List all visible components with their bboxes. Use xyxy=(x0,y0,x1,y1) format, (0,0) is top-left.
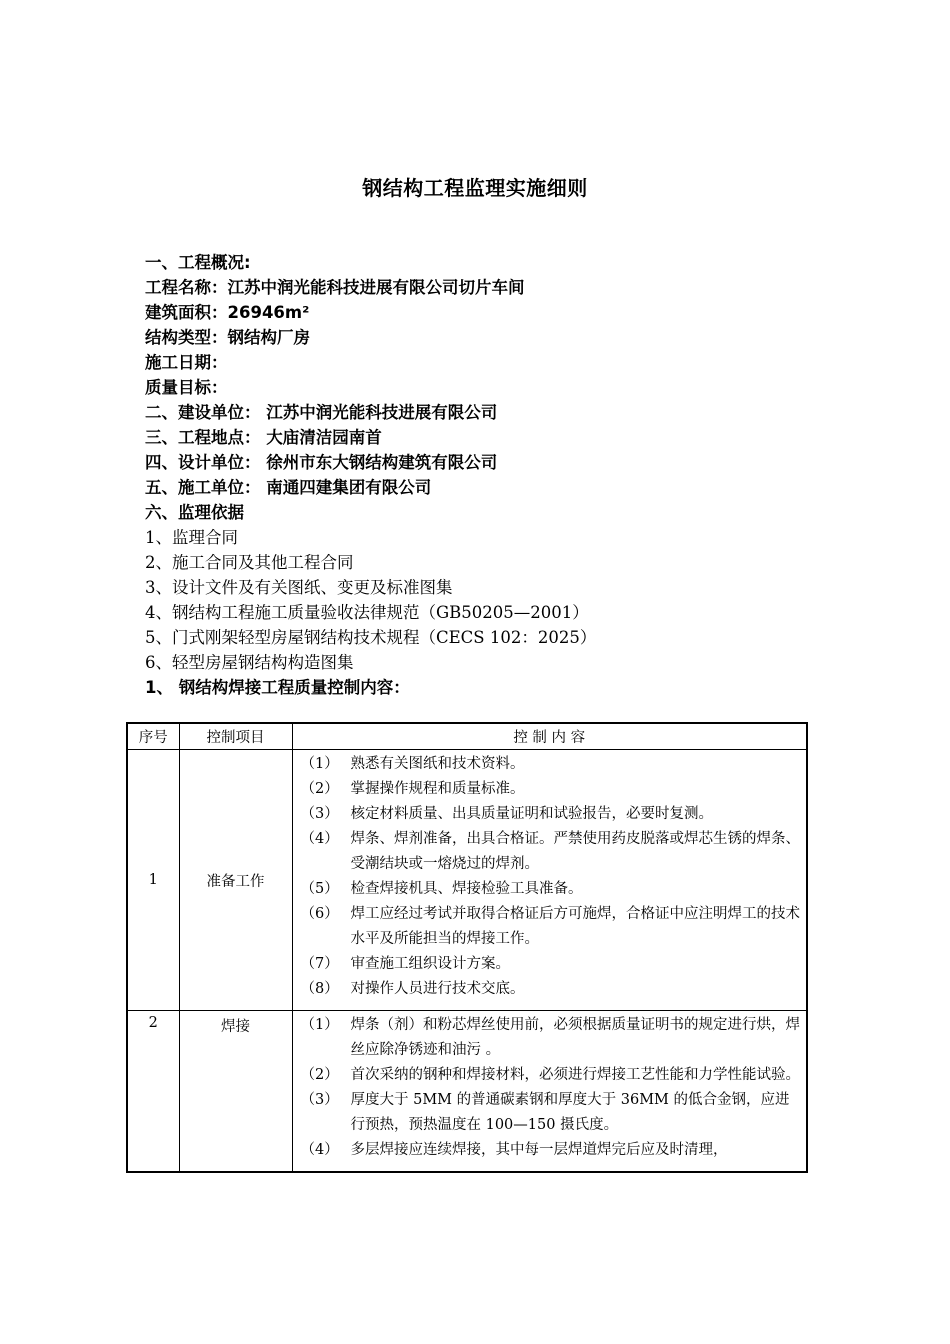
content-entry xyxy=(301,777,801,802)
entry-text: 厚度大于 5MM 的普通碳素钢和厚度大于 36MM 的低合金钢，应进行预热，预热温度在 100—150 摄氏度。 xyxy=(350,1092,790,1133)
header-content: 控 制 内 容 xyxy=(292,723,807,750)
body-line: 五、施工单位： 南通四建集团有限公司 xyxy=(145,478,432,497)
control-item: 准备工作 xyxy=(179,750,292,1011)
table-header-row xyxy=(127,723,807,750)
content-entry xyxy=(301,902,801,952)
row-number: 1 xyxy=(127,750,179,1011)
document-title: 钢结构工程监理实施细则 xyxy=(362,176,588,200)
entry-text: 核定材料质量、出具质量证明和试验报告，必要时复测。 xyxy=(350,806,713,822)
control-content xyxy=(292,1011,807,1173)
body-line: 质量目标： xyxy=(145,378,228,397)
body-line: 6、轻型房屋钢结构构造图集 xyxy=(145,653,354,672)
entry-text: 焊条（剂）和粉芯焊丝使用前，必须根据质量证明书的规定进行烘，焊丝应除净锈迹和油污 。 xyxy=(350,1017,800,1058)
table-row xyxy=(127,750,807,1011)
entry-number: （6） xyxy=(300,906,339,922)
entry-text: 审查施工组织设计方案。 xyxy=(350,956,510,972)
body-line: 建筑面积：26946m² xyxy=(145,303,310,322)
body-line: 工程名称：江苏中润光能科技进展有限公司切片车间 xyxy=(145,278,525,297)
control-content xyxy=(292,750,807,1011)
body-line: 4、钢结构工程施工质量验收法律规范（GB50205—2001） xyxy=(145,603,589,622)
entry-number: （8） xyxy=(300,981,339,997)
content-entry xyxy=(301,1063,801,1088)
entry-text: 多层焊接应连续焊接，其中每一层焊道焊完后应及时清理， xyxy=(350,1142,728,1158)
entry-text: 熟悉有关图纸和技术资料。 xyxy=(350,756,525,772)
entry-text: 首次采纳的钢种和焊接材料，必须进行焊接工艺性能和力学性能试验。 xyxy=(350,1067,800,1083)
document-body xyxy=(145,250,845,700)
body-line: 六、监理依据 xyxy=(145,503,244,522)
body-line: 施工日期： xyxy=(145,353,228,372)
body-line: 3、设计文件及有关图纸、变更及标准图集 xyxy=(145,578,453,597)
body-line: 二、建设单位： 江苏中润光能科技进展有限公司 xyxy=(145,403,498,422)
content-entry xyxy=(301,827,801,877)
entry-number: （7） xyxy=(300,956,339,972)
entry-number: （5） xyxy=(300,881,339,897)
entry-text: 掌握操作规程和质量标准。 xyxy=(350,781,525,797)
entry-number: （2） xyxy=(300,781,339,797)
content-entry xyxy=(301,1138,801,1163)
body-line: 一、工程概况: xyxy=(145,253,251,272)
entry-text: 检查焊接机具、焊接检验工具准备。 xyxy=(350,881,583,897)
content-entry xyxy=(301,802,801,827)
body-line: 四、设计单位： 徐州市东大钢结构建筑有限公司 xyxy=(145,453,498,472)
content-entry xyxy=(301,1013,801,1063)
entry-number: （4） xyxy=(300,1142,339,1158)
body-line: 三、工程地点： 大庙清洁园南首 xyxy=(145,428,382,447)
body-line: 1、监理合同 xyxy=(145,528,238,547)
entry-number: （2） xyxy=(300,1067,339,1083)
content-entry xyxy=(301,952,801,977)
body-line: 5、门式刚架轻型房屋钢结构技术规程（CECS 102：2025） xyxy=(145,628,597,647)
content-entry xyxy=(301,1088,801,1138)
content-entry xyxy=(301,977,801,1002)
control-item: 焊接 xyxy=(179,1011,292,1173)
quality-control-table xyxy=(126,722,808,1173)
header-item: 控制项目 xyxy=(179,723,292,750)
entry-text: 焊条、焊剂准备，出具合格证。严禁使用药皮脱落或焊芯生锈的焊条、受潮结块或一熔烧过的焊剂。 xyxy=(350,831,800,872)
row-number: 2 xyxy=(127,1011,179,1173)
header-no: 序号 xyxy=(127,723,179,750)
entry-number: （3） xyxy=(300,1092,339,1108)
entry-number: （3） xyxy=(300,806,339,822)
entry-number: （1） xyxy=(300,756,339,772)
content-entry xyxy=(301,877,801,902)
content-entry xyxy=(301,752,801,777)
entry-number: （4） xyxy=(300,831,339,847)
entry-number: （1） xyxy=(300,1017,339,1033)
entry-text: 焊工应经过考试并取得合格证后方可施焊，合格证中应注明焊工的技术水平及所能担当的焊接工作。 xyxy=(350,906,800,947)
entry-text: 对操作人员进行技术交底。 xyxy=(350,981,525,997)
body-line: 2、施工合同及其他工程合同 xyxy=(145,553,354,572)
body-line: 结构类型：钢结构厂房 xyxy=(145,328,310,347)
table-row xyxy=(127,1011,807,1173)
body-line: 1、 钢结构焊接工程质量控制内容： xyxy=(145,678,410,697)
